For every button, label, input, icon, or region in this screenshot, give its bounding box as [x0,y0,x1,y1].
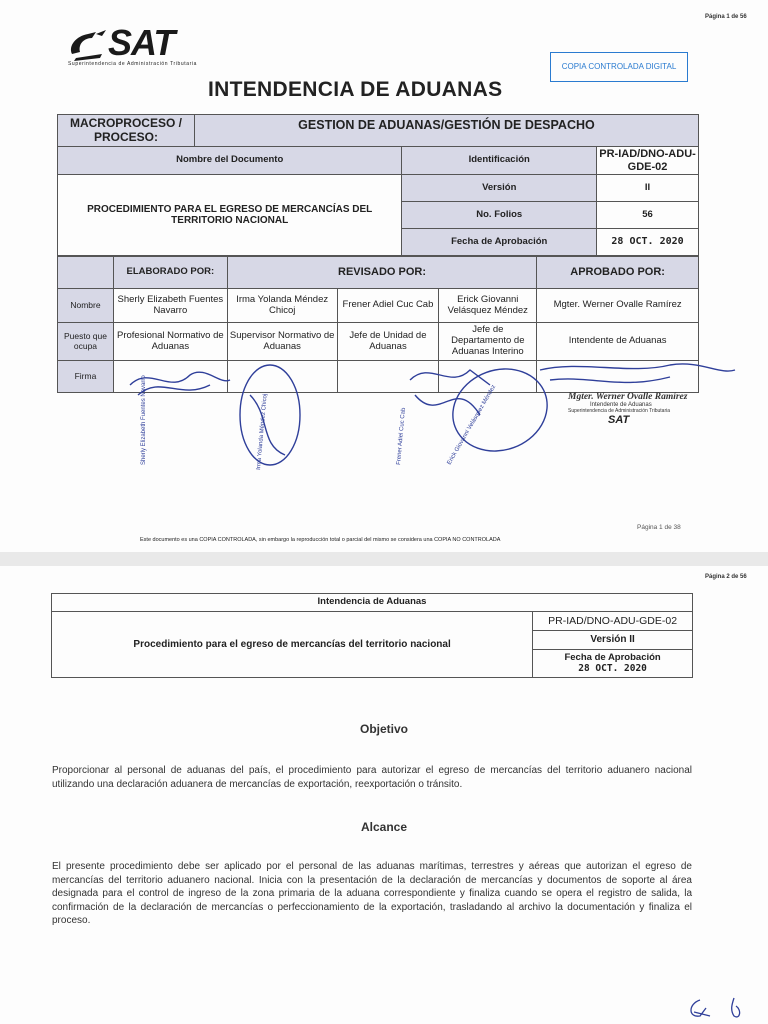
objetivo-title: Objetivo [359,722,408,736]
puesto-cell: Supervisor Normativo de Aduanas [227,323,337,361]
initials-signature [682,994,752,1022]
objetivo-text: Proporcionar al personal de aduanas del país, el procedimiento para autorizar el egreso de mercancías del territorio aduanero nacional utilizando una declaración aduanera de mercancías de exportación, reexportación o tránsito. [52,765,692,790]
svg-text:Frener Adiel Cuc Cab: Frener Adiel Cuc Cab [396,407,407,466]
elaborado-por-header: ELABORADO POR: [113,257,227,289]
row-label-nombre: Nombre [58,289,114,323]
nombre-cell: Irma Yolanda Méndez Chicoj [227,289,337,323]
header-org: Intendencia de Aduanas [52,594,693,612]
page-title: INTENDENCIA DE ADUANAS [208,78,503,101]
puesto-cell: Profesional Normativo de Aduanas [113,323,227,361]
nombre-documento-label: Nombre del Documento [58,147,402,175]
folios-value: 56 [597,202,699,229]
nombre-cell: Frener Adiel Cuc Cab [337,289,439,323]
identificacion-label: Identificación [402,147,597,175]
document-info-table [57,114,699,256]
stamp-role: Intendente de Aduanas [590,402,652,408]
header-fecha: Fecha de Aprobación 28 OCT. 2020 [533,650,693,678]
row-label-firma: Firma [58,361,114,393]
sat-logo-subtitle: Superintendencia de Administración Tributaria [68,61,198,67]
stamp-name: Mgter. Werner Ovalle Ramírez [568,392,688,402]
version-label: Versión [402,175,597,202]
identificacion-value: PR-IAD/DNO-ADU-GDE-02 [597,147,699,175]
svg-text:Sherly Elizabeth Fuentes Navar: Sherly Elizabeth Fuentes Navarro [141,375,147,465]
svg-text:Irma Yolanda Méndez Chicoj: Irma Yolanda Méndez Chicoj [256,393,269,471]
controlled-copy-badge: COPIA CONTROLADA DIGITAL [550,52,688,82]
puesto-cell: Jefe de Unidad de Aduanas [337,323,439,361]
aprobado-por-header: APROBADO POR: [537,257,699,289]
stamp-sat-logo: SAT [608,414,630,426]
page2-header-table [51,593,693,678]
header-code: PR-IAD/DNO-ADU-GDE-02 [533,612,693,631]
document-name: PROCEDIMIENTO PARA EL EGRESO DE MERCANCÍAS DEL TERRITORIO NACIONAL [58,175,402,256]
macroproceso-value: GESTION DE ADUANAS/GESTIÓN DE DESPACHO [194,115,698,147]
page-number: Página 1 de 56 [705,14,747,20]
alcance-text: El presente procedimiento debe ser aplicado por el personal de las aduanas marítimas, terrestres y aéreas que autorizan el egreso de mercancías del territorio aduanero nacional. Inicia con la presentación de la declaración de mercancías y documentos de soporte al área designada para el control de ingreso de la zona primaria de la aduana correspondiente y finaliza cuando se opera el registro de salida, la confirmación de la declaración de mercancías o perfeccionamiento de la exportación, trasladando al archivo la documentación y finaliza el proceso. [52,861,692,926]
revisado-por-header: REVISADO POR: [227,257,536,289]
version-value: II [597,175,699,202]
sat-logo-icon [66,28,110,62]
page-number: Página 2 de 56 [705,574,747,580]
nombre-cell: Sherly Elizabeth Fuentes Navarro [113,289,227,323]
approval-stamp [568,392,718,426]
folios-label: No. Folios [402,202,597,229]
fecha-aprobacion-label: Fecha de Aprobación [402,229,597,256]
footnote: Este documento es una COPIA CONTROLADA, sin embargo la reproducción total o parcial del mismo se considera una COPIA NO CONTROLADA [140,537,501,543]
header-doc-name: Procedimiento para el egreso de mercancías del territorio nacional [52,612,533,678]
puesto-cell: Intendente de Aduanas [537,323,699,361]
row-label-puesto: Puesto que ocupa [58,323,114,361]
nombre-cell: Mgter. Werner Ovalle Ramírez [537,289,699,323]
nombre-cell: Erick Giovanni Velásquez Méndez [439,289,537,323]
alcance-title: Alcance [360,820,408,834]
footer-page-number: Página 1 de 38 [637,524,681,531]
svg-text:Erick Giovanni Velásquez Ménde: Erick Giovanni Velásquez Méndez [446,384,498,466]
sat-logo [66,24,216,68]
document-page-2 [0,566,768,1024]
puesto-cell: Jefe de Departamento de Aduanas Interino [439,323,537,361]
macroproceso-label: MACROPROCESO / PROCESO: [58,115,195,147]
stamp-org: Superintendencia de Administración Tributaria [568,408,671,414]
fecha-aprobacion-value: 28 OCT. 2020 [597,229,699,256]
sat-logo-text: SAT [108,22,175,63]
header-version: Versión II [533,631,693,650]
